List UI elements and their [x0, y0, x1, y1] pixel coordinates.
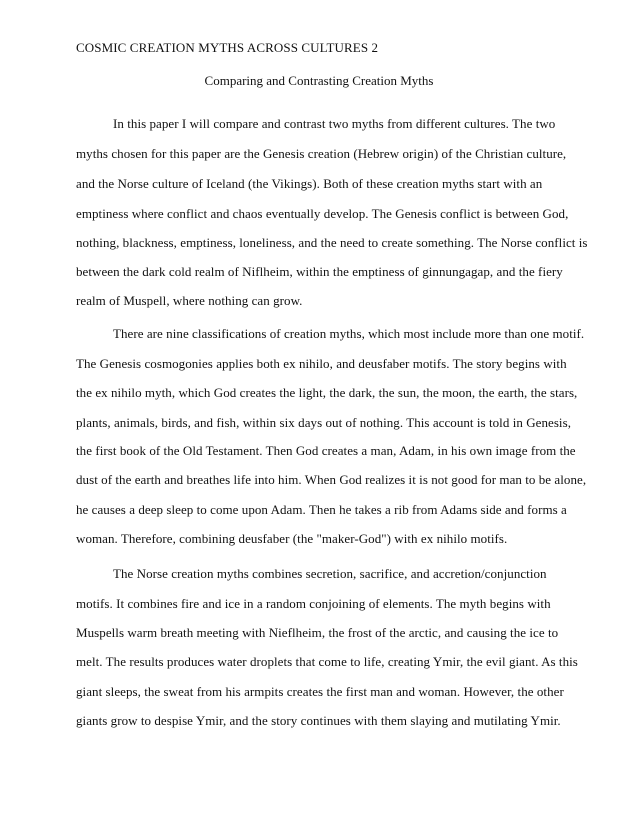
text-line: nothing, blackness, emptiness, loneliness, and the need to create something. The Norse conflict is — [76, 235, 588, 250]
text-line: realm of Muspell, where nothing can grow. — [76, 293, 303, 308]
text-line: the first book of the Old Testament. Then God creates a man, Adam, in his own image from the — [76, 443, 576, 458]
text-line: Muspells warm breath meeting with Nieflheim, the frost of the arctic, and causing the ice to — [76, 625, 559, 640]
text-line: between the dark cold realm of Niflheim, within the emptiness of ginnungagap, and the fiery — [76, 264, 563, 279]
text-line: he causes a deep sleep to come upon Adam. Then he takes a rib from Adams side and forms a — [76, 502, 567, 517]
text-line: motifs. It combines fire and ice in a random conjoining of elements. The myth begins with — [76, 596, 551, 611]
text-line: The Genesis cosmogonies applies both ex nihilo, and deusfaber motifs. The story begins with — [76, 356, 567, 371]
text-line: the ex nihilo myth, which God creates the light, the dark, the sun, the moon, the earth, the stars, — [76, 385, 578, 400]
text-line: myths chosen for this paper are the Genesis creation (Hebrew origin) of the Christian culture, — [76, 146, 567, 161]
text-line: melt. The results produces water droplets that come to life, creating Ymir, the evil giant. As this — [76, 654, 578, 669]
text-line: There are nine classifications of creation myths, which most include more than one motif. — [113, 326, 585, 341]
text-line: and the Norse culture of Iceland (the Vikings). Both of these creation myths start with an — [76, 176, 543, 191]
running-head-text: COSMIC CREATION MYTHS ACROSS CULTURES — [76, 40, 369, 55]
text-line: woman. Therefore, combining deusfaber (the "maker-God") with ex nihilo motifs. — [76, 531, 508, 546]
text-line: The Norse creation myths combines secretion, sacrifice, and accretion/conjunction — [113, 566, 547, 581]
running-header — [76, 40, 378, 56]
text-line: dust of the earth and breathes life into him. When God realizes it is not good for man to be alone, — [76, 472, 587, 487]
text-line: giant sleeps, the sweat from his armpits creates the first man and woman. However, the other — [76, 684, 564, 699]
text-line: plants, animals, birds, and fish, within six days out of nothing. This account is told in Genesis, — [76, 415, 572, 430]
text-line: emptiness where conflict and chaos eventually develop. The Genesis conflict is between God, — [76, 206, 569, 221]
page-number: 2 — [371, 40, 379, 55]
text-line: giants grow to despise Ymir, and the story continues with them slaying and mutilating Ymir. — [76, 713, 561, 728]
text-line: In this paper I will compare and contrast two myths from different cultures. The two — [113, 116, 556, 131]
paper-title: Comparing and Contrasting Creation Myths — [204, 73, 434, 88]
